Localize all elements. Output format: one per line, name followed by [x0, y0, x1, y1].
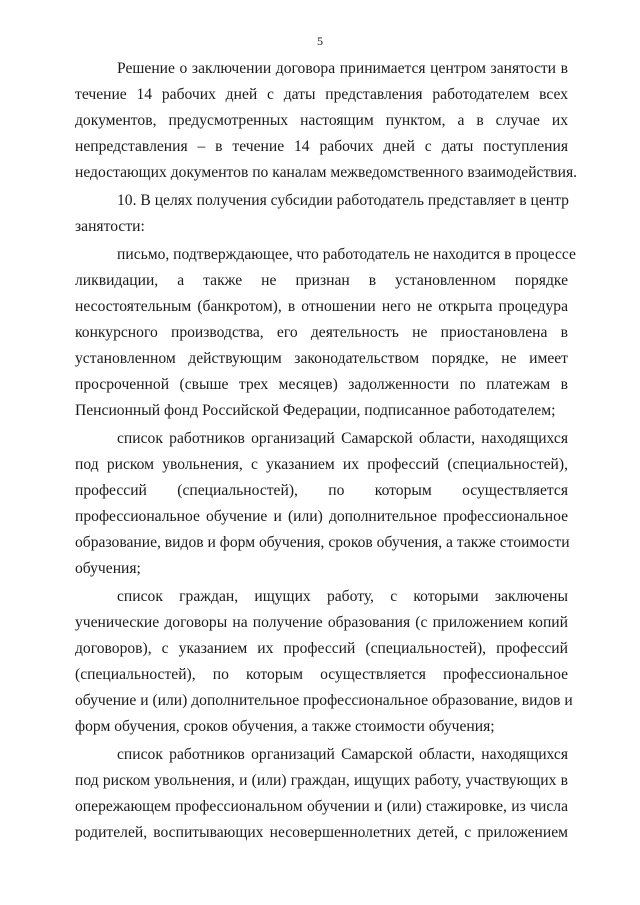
paragraph [75, 188, 568, 240]
document-body [75, 56, 578, 846]
text-line: недостающих документов по каналам межведомственного взаимодействия. [75, 164, 578, 181]
text-line: просроченной (свыше трех месяцев) задолженности по платежам в [75, 376, 568, 393]
text-line: Пенсионный фонд Российской Федерации, подписанное работодателем; [75, 402, 556, 419]
text-line: письмо, подтверждающее, что работодатель не находится в процессе [117, 246, 576, 263]
text-line: список работников организаций Самарской области, находящихся [117, 430, 568, 447]
text-line: обучение и (или) дополнительное профессиональное образование, видов и [75, 692, 573, 709]
text-line: профессий (специальностей), по которым осуществляется [75, 482, 568, 499]
text-line: обучения; [75, 560, 141, 577]
text-line: занятости: [75, 218, 145, 235]
paragraph [75, 242, 576, 424]
text-line: договоров), с указанием их профессий (специальностей), профессий [75, 640, 568, 657]
text-line: непредставления – в течение 14 рабочих дней с даты поступления [75, 138, 568, 155]
text-line: профессиональное обучение и (или) дополнительное профессиональное [75, 508, 568, 525]
text-line: Решение о заключении договора принимается центром занятости в [117, 60, 568, 77]
text-line: (специальностей), по которым осуществляется профессиональное [75, 666, 568, 683]
text-line: 10. В целях получения субсидии работодатель представляет в центр [117, 192, 569, 209]
text-line: список граждан, ищущих работу, с которыми заключены [117, 588, 568, 605]
text-line: список работников организаций Самарской области, находящихся [117, 746, 568, 763]
text-line: форм обучения, сроков обучения, а также стоимости обучения; [75, 718, 495, 735]
text-line: под риском увольнения, с указанием их профессий (специальностей), [75, 456, 568, 473]
text-line: установленном действующим законодательством порядке, не имеет [75, 350, 568, 367]
text-line: опережающем профессиональном обучении и (или) стажировке, из числа [75, 798, 568, 815]
paragraph [75, 742, 568, 846]
text-line: родителей, воспитывающих несовершеннолетних детей, с приложением [75, 824, 568, 841]
paragraph [75, 56, 578, 186]
paragraph [75, 584, 573, 740]
text-line: ученические договоры на получение образования (с приложением копий [75, 614, 568, 631]
text-line: под риском увольнения, и (или) граждан, ищущих работу, участвующих в [75, 772, 568, 789]
text-line: несостоятельным (банкротом), в отношении него не открыта процедура [75, 298, 568, 315]
page-number: 5 [317, 34, 323, 48]
text-line: течение 14 рабочих дней с даты представления работодателем всех [75, 86, 568, 103]
text-line: документов, предусмотренных настоящим пунктом, а в случае их [75, 112, 568, 129]
text-line: конкурсного производства, его деятельность не приостановлена в [75, 324, 568, 341]
text-line: ликвидации, а также не признан в установленном порядке [75, 272, 568, 289]
text-line: образование, видов и форм обучения, сроков обучения, а также стоимости [75, 534, 570, 551]
paragraph [75, 426, 568, 582]
